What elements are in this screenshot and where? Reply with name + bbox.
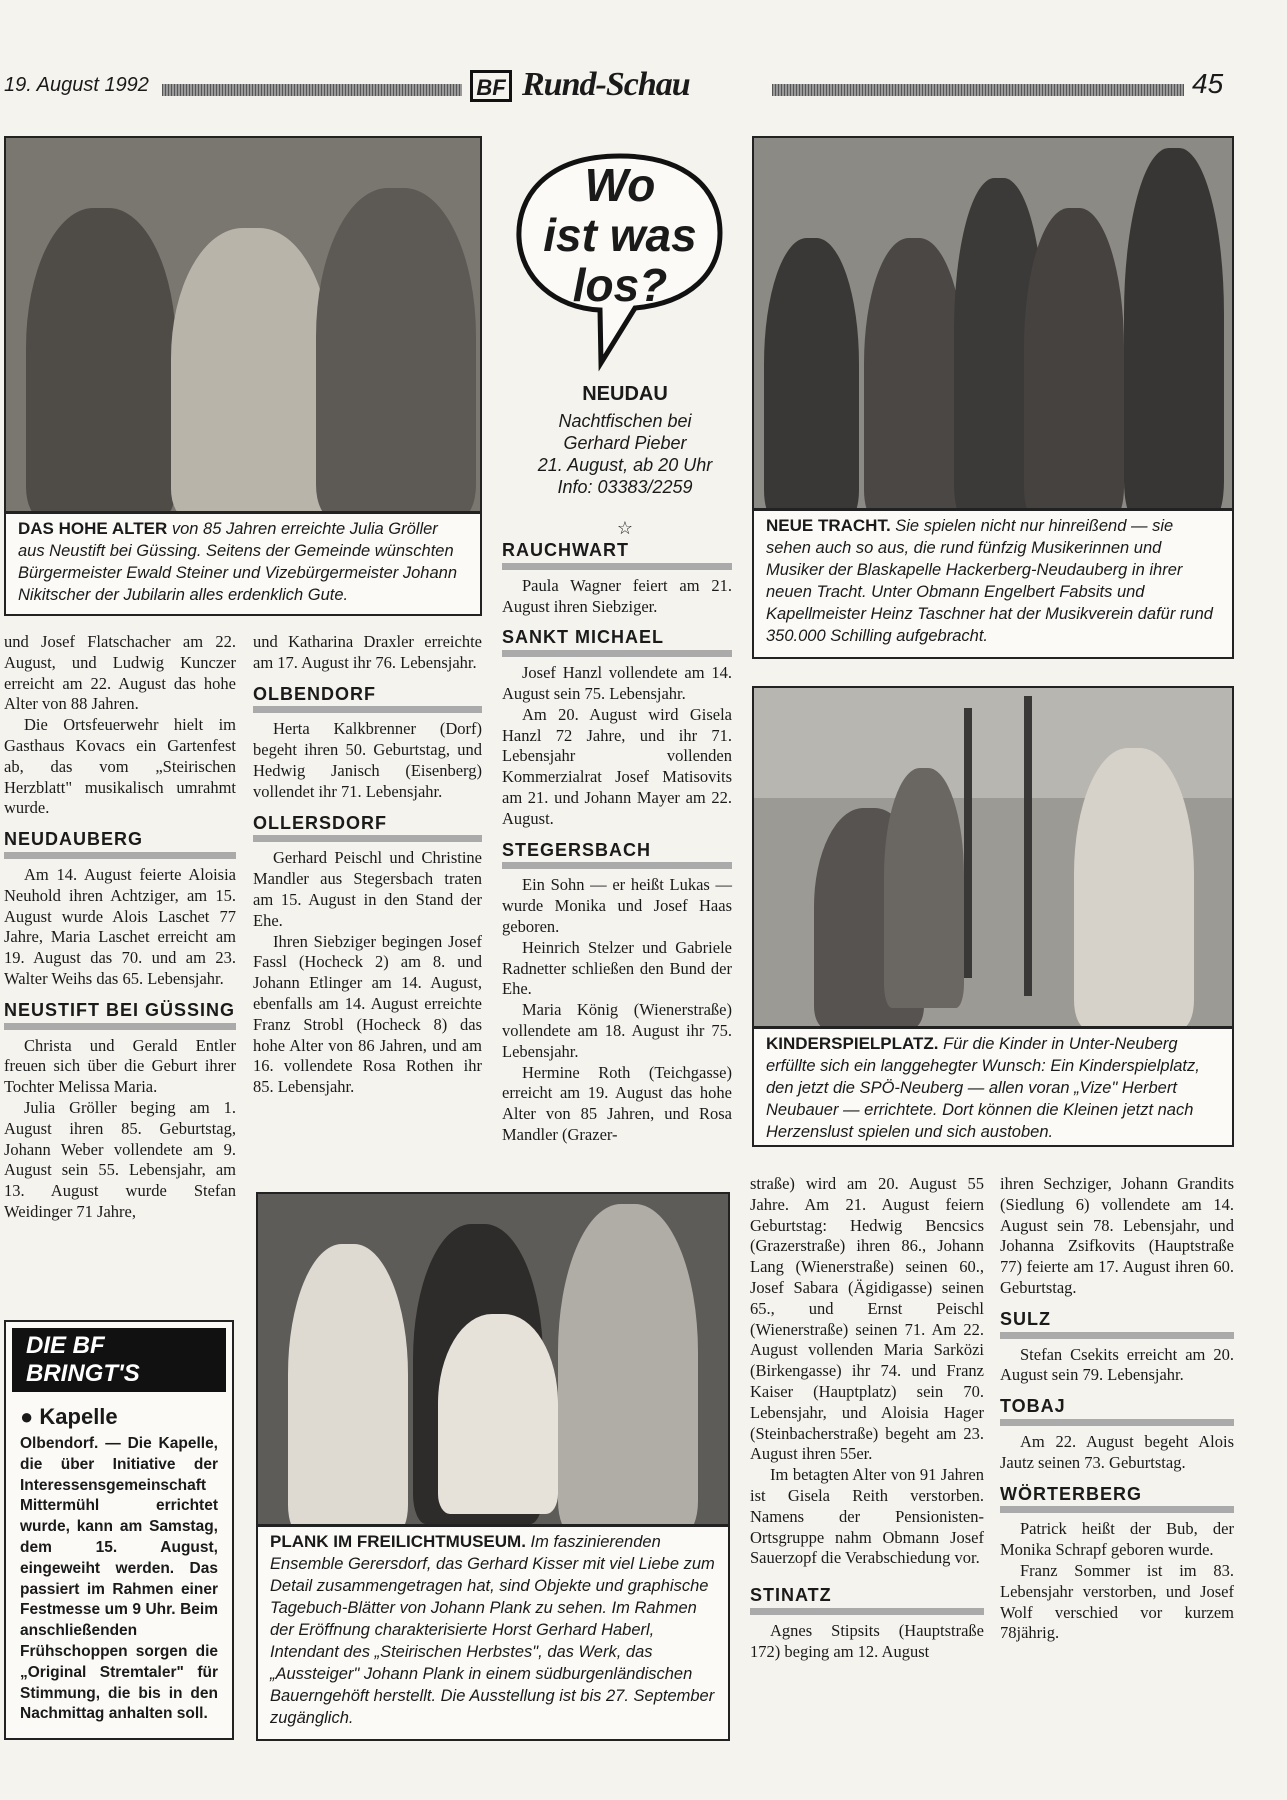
column-2 [253, 632, 482, 1098]
issue-date: 19. August 1992 [4, 74, 149, 96]
caption-hohe-alter [4, 512, 482, 616]
section-heading-tobaj: TOBAJ [1000, 1396, 1234, 1426]
photo-julia-groeller [4, 136, 482, 513]
caption-text: Sie spielen nicht nur hinreißend — sie sehen auch so aus, die rund fünfzig Musikerinnen und Musiker der Blaskapelle Hackerberg-Neudauberg in ihrer neuen Tracht. Unter Obmann Engelbert Fabsits und Kapellmeister Heinz Taschner hat der Musikverein dafür rund 350.000 Schilling aufgebracht. [766, 517, 1213, 645]
caption-lead: PLANK IM FREILICHTMUSEUM. [270, 1532, 526, 1551]
section-heading-olbendorf: OLBENDORF [253, 684, 482, 714]
page-number: 45 [1192, 68, 1224, 99]
caption-plank [256, 1525, 730, 1741]
event-line: Gerhard Pieber [563, 433, 687, 453]
caption-text: von 85 Jahren erreichte Julia Gröller aus Neustift bei Güssing. Seitens der Gemeinde wünschten Bürgermeister Ewald Steiner und Vizebürgermeister Johann Nikitscher der Jubilarin alles erdenklich Gute. [18, 520, 458, 604]
wo-title-line: los? [572, 259, 668, 311]
article-paragraph: Paula Wagner feiert am 21. August ihren Siebziger. [502, 575, 732, 616]
article-paragraph: Am 20. August wird Gisela Hanzl 72 Jahre, und ihr 71. Lebensjahr vollenden Kommerzialrat Josef Matisovits am 21. und Johann Mayer am 22. August. [502, 704, 732, 828]
bf-logo: BF [470, 70, 512, 102]
column-4 [750, 1174, 984, 1663]
article-paragraph: Ihren Siebziger begingen Josef Fassl (Hocheck 2) am 8. und Johann Etlinger am 14. August, ebenfalls am 14. August erreichte Franz Strobl (Hocheck 8) das hohe Alter von 86 Jahren, und am 16. vollendete Rosa Rothen ihr 85. Lebensjahr. [253, 931, 482, 1097]
section-heading-neudauberg: NEUDAUBERG [4, 829, 236, 859]
caption-lead: DAS HOHE ALTER [18, 519, 168, 538]
star-icon: ☆ [616, 518, 634, 538]
article-paragraph: Heinrich Stelzer und Gabriele Radnetter schließen den Bund der Ehe. [502, 937, 732, 999]
section-title: Rund-Schau [522, 66, 690, 103]
article-paragraph: Franz Sommer ist im 83. Lebensjahr verstorben, und Josef Wolf verschied vor kurzem 78jährig. [1000, 1560, 1234, 1643]
article-paragraph: Julia Gröller beging am 1. August ihren 85. Geburtstag, Johann Weber vollendete am 9. August sein 55. Lebensjahr, am 13. August wurde Stefan Weidinger 71 Jahre, [4, 1097, 236, 1221]
event-details [500, 410, 750, 498]
caption-neue-tracht [752, 509, 1234, 659]
photo-kinderspielplatz [752, 686, 1234, 1028]
section-heading-rauchwart: RAUCHWART [502, 540, 732, 570]
caption-text: Im faszinierenden Ensemble Gerersdorf, das Gerhard Kisser mit viel Liebe zum Detail zusammengetragen hat, sind Objekte und graphische Tagebuch-Blätter von Johann Plank zu sehen. Im Rahmen der Eröffnung charakterisierte Horst Gerhard Haberl, Intendant des „Steirischen Herbstes", das Werk, das „Aussteiger" Johann Plank in einem südburgenländischen Bauerngehöft herstellt. Die Ausstellung ist bis 27. September zugänglich. [270, 1533, 715, 1727]
caption-lead: KINDERSPIELPLATZ. [766, 1034, 939, 1053]
section-heading-neustift: NEUSTIFT BEI GÜSSING [4, 1000, 236, 1030]
wo-title-line: Wo [584, 159, 656, 211]
header-rule-right [772, 84, 1184, 96]
section-heading-stegersbach: STEGERSBACH [502, 840, 732, 870]
article-paragraph: Christa und Gerald Entler freuen sich über die Geburt ihrer Tochter Melissa Maria. [4, 1035, 236, 1097]
photo-neue-tracht [752, 136, 1234, 510]
article-paragraph: Agnes Stipsits (Hauptstraße 172) beging am 12. August [750, 1620, 984, 1661]
article-paragraph: Die Ortsfeuerwehr hielt im Gasthaus Kovacs ein Gartenfest ab, das vom „Steirischen Herzblatt" musikalisch umrahmt wurde. [4, 715, 236, 818]
section-heading-ollersdorf: OLLERSDORF [253, 813, 482, 843]
section-heading-woerterberg: WÖRTERBERG [1000, 1484, 1234, 1514]
bf-bringts-bullet: ● Kapelle [20, 1404, 118, 1429]
header-rule-left [162, 84, 462, 96]
column-5 [1000, 1174, 1234, 1644]
bf-bringts-text: Olbendorf. — Die Kapelle, die über Initiative der Interessensgemeinschaft Mittermühl errichtet wurde, kann am Samstag, dem 15. August, eingeweiht werden. Das passiert im Rahmen einer Festmesse um 9 Uhr. Beim anschließenden Frühschoppen sorgen die „Original Stremtaler" für Stimmung, die bis in den Nachmittag anhalten soll. [20, 1435, 218, 1723]
caption-kinderspielplatz [752, 1027, 1234, 1147]
article-paragraph: Ein Sohn — er heißt Lukas — wurde Monika und Josef Haas geboren. [502, 875, 732, 936]
section-heading-stinatz: STINATZ [750, 1585, 984, 1615]
caption-text: Für die Kinder in Unter-Neuberg erfüllte sich ein langgehegter Wunsch: Ein Kinderspielplatz, den jetzt die SPÖ-Neuberg — allen voran „Vize" Herbert Neubauer — errichtete. Dort können die Kleinen jetzt nach Herzenslust spielen und sich austoben. [766, 1035, 1200, 1141]
wo-ist-was-los-title [525, 160, 715, 310]
article-paragraph: Am 14. August feierte Aloisia Neuhold ihren Achtziger, am 15. August wurde Alois Laschet 77 Jahre, Maria Laschet erreicht am 19. August das 70. und am 23. Walter Weihs das 65. Lebensjahr. [4, 864, 236, 988]
article-paragraph: Hermine Roth (Teichgasse) erreicht am 19. August das hohe Alter von 85 Jahren, und Rosa Mandler (Grazer- [502, 1062, 732, 1144]
column-3 [502, 540, 732, 1146]
event-line: Info: 03383/2259 [557, 477, 693, 497]
article-paragraph: Patrick heißt der Bub, der Monika Schrapf geboren wurde. [1000, 1519, 1234, 1560]
photo-plank-freilichtmuseum [256, 1192, 730, 1526]
article-paragraph: Im betagten Alter von 91 Jahren ist Gisela Reith verstorben. Namens der Pensionisten-Ortsgruppe nahm Obmann Josef Sauerzopf die Verabschiedung vor. [750, 1465, 984, 1568]
article-paragraph: Josef Hanzl vollendete am 14. August sein 75. Lebensjahr. [502, 663, 732, 703]
event-line: Nachtfischen bei [558, 411, 692, 431]
article-paragraph: Maria König (Wienerstraße) vollendete am 18. August ihr 75. Lebensjahr. [502, 1000, 732, 1061]
section-heading-sankt-michael: SANKT MICHAEL [502, 627, 732, 657]
article-paragraph: Stefan Csekits erreicht am 20. August sein 79. Lebensjahr. [1000, 1344, 1234, 1385]
event-line: 21. August, ab 20 Uhr [537, 455, 713, 475]
article-paragraph: Herta Kalkbrenner (Dorf) begeht ihren 50. Geburtstag, und Hedwig Janisch (Eisenberg) vollendet ihr 71. Lebensjahr. [253, 719, 482, 801]
section-heading-sulz: SULZ [1000, 1309, 1234, 1339]
bf-bringts-heading: DIE BF BRINGT'S [12, 1328, 226, 1392]
article-paragraph: ihren Sechziger, Johann Grandits (Siedlung 6) vollendete am 14. August sein 78. Lebensjahr, und Johanna Zsifkovits (Hauptstraße 77) feierte am 17. August ihren 60. Geburtstag. [1000, 1174, 1234, 1297]
column-1 [4, 632, 236, 1223]
article-paragraph: Am 22. August begeht Alois Jautz seinen 73. Geburtstag. [1000, 1431, 1234, 1472]
bf-bringts-box [4, 1320, 234, 1740]
wo-title-line: ist was [543, 209, 697, 261]
article-paragraph: straße) wird am 20. August 55 Jahre. Am 21. August feiern Geburtstag: Hedwig Bencsics (Grazerstraße) ihren 86., Johann Lang (Wienerstraße) seinen 60., Josef Sabara (Ägidigasse) seinen 65., und Ernst Peischl (Wienerstraße) seinen 71. Am 22. August vollenden Maria Sarközi (Birkengasse) ihr 74. und Franz Kaiser (Hauptplatz) sein 70. Lebensjahr, und Aloisia Hager (Steinbacherstraße) begeht am 23. August ihren 55er. [750, 1174, 984, 1464]
article-paragraph: und Katharina Draxler erreichte am 17. August ihr 76. Lebensjahr. [253, 632, 482, 672]
caption-lead: NEUE TRACHT. [766, 516, 891, 535]
article-paragraph: und Josef Flatschacher am 22. August, und Ludwig Kunczer erreicht am 22. August das hohe Alter von 88 Jahren. [4, 632, 236, 714]
event-place: NEUDAU [582, 383, 668, 405]
article-paragraph: Gerhard Peischl und Christine Mandler aus Stegersbach traten am 15. August in den Stand der Ehe. [253, 848, 482, 930]
